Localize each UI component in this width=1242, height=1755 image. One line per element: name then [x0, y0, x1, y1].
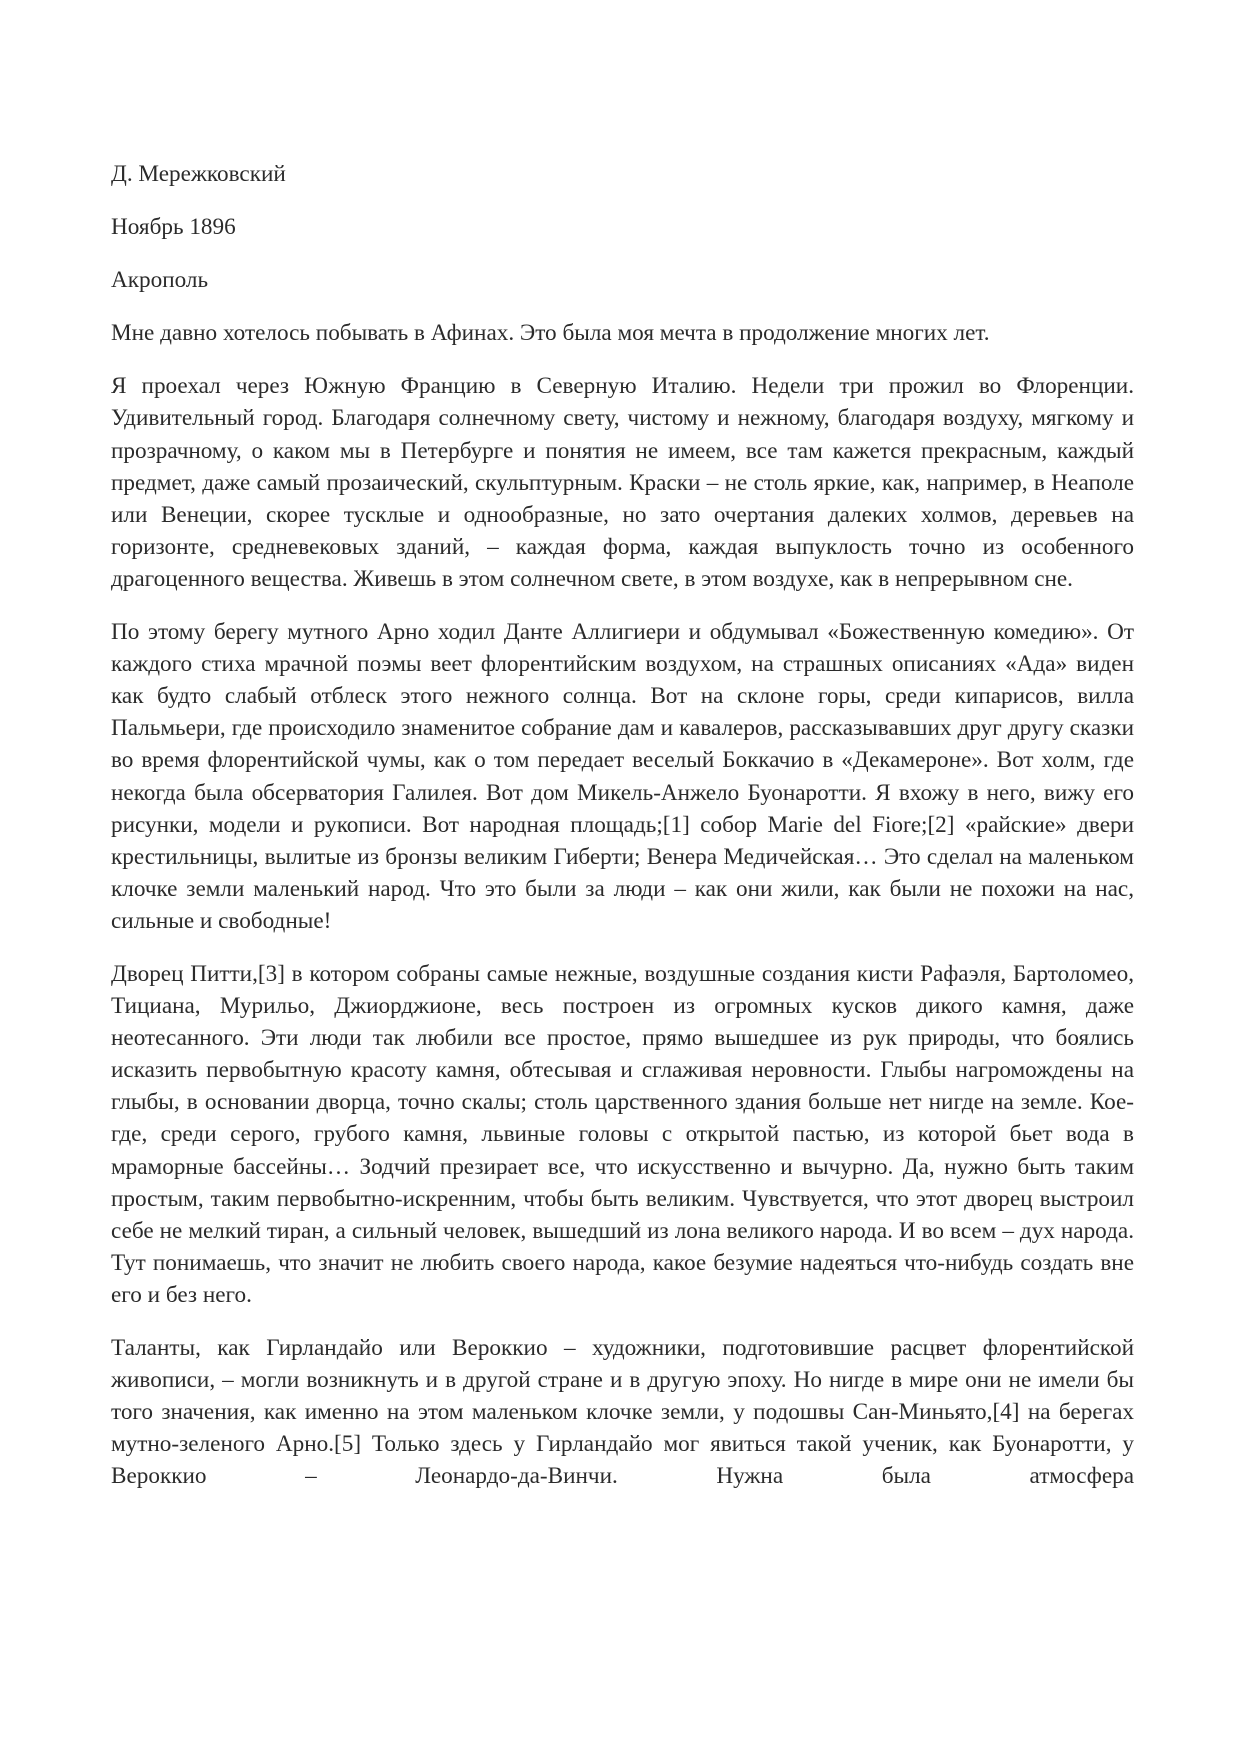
paragraph: Дворец Питти,[3] в котором собраны самые нежные, воздушные создания кисти Рафаэля, Бартоломео, Тициана, Мурильо, Джиорджионе, весь построен из огромных кусков дикого камня, даже неотесанного. Эти люди так любили все простое, прямо вышедшее из рук природы, что боялись исказить первобытную красоту камня, обтесывая и сглаживая неровности. Глыбы нагромождены на глыбы, в основании дворца, точно скалы; столь царственного здания больше нет нигде на земле. Кое-где, среди серого, грубого камня, львиные головы с открытой пастью, из которой бьет вода в мраморные бассейны… Зодчий презирает все, что искусственно и вычурно. Да, нужно быть таким простым, таким первобытно-искренним, чтобы быть великим. Чувствуется, что этот дворец выстроил себе не мелкий тиран, а сильный человек, вышедший из лона великого народа. И во всем – дух народа. Тут понимаешь, что значит не любить своего народа, какое безумие надеяться что-нибудь создать вне его и без него.	[111, 960, 1134, 1308]
paragraph: Таланты, как Гирландайо или Вероккио – художники, подготовившие расцвет флорентийской живописи, – могли возникнуть и в другой стране и в другую эпоху. Но нигде в мире они не имели бы того значения, как именно на этом маленьком клочке земли, у подошвы Сан-Миньято,[4] на берегах мутно-зеленого Арно.[5] Только здесь у Гирландайо мог явиться такой ученик, как Буонаротти, у Вероккио – Леонардо-да-Винчи. Нужна была атмосфера	[111, 1335, 1134, 1490]
paragraph: По этому берегу мутного Арно ходил Данте Аллигиери и обдумывал «Божественную комедию». От каждого стиха мрачной поэмы веет флорентийским воздухом, на страшных описаниях «Ада» виден как будто слабый отблеск этого нежного солнца. Вот на склоне горы, среди кипарисов, вилла Пальмьери, где происходило знаменитое собрание дам и кавалеров, рассказывавших друг другу сказки во время флорентийской чумы, как о том передает веселый Боккачио в «Декамероне». Вот холм, где некогда была обсерватория Галилея. Вот дом Микель-Анжело Буонаротти. Я вхожу в него, вижу его рисунки, модели и рукописи. Вот народная площадь;[1] собор Marie del Fiore;[2] «райские» двери крестильницы, вылитые из бронзы великим Гиберти; Венера Медичейская… Это сделал на маленьком клочке земли маленький народ. Что это были за люди – как они жили, как были не похожи на нас, сильные и свободные!	[111, 619, 1134, 934]
section-title: Акрополь	[111, 267, 209, 294]
document-body	[111, 158, 1134, 1513]
date-line: Ноябрь 1896	[111, 214, 236, 241]
paragraph: Я проехал через Южную Францию в Северную Италию. Недели три прожил во Флоренции. Удивительный город. Благодаря солнечному свету, чистому и нежному, благодаря воздуху, мягкому и прозрачному, о каком мы в Петербурге и понятия не имеем, все там кажется прекрасным, каждый предмет, даже самый прозаический, скульптурным. Краски – не столь яркие, как, например, в Неаполе или Венеции, скорее тусклые и однообразные, но зато очертания далеких холмов, деревьев на горизонте, средневековых зданий, – каждая форма, каждая выпуклость точно из особенного драгоценного вещества. Живешь в этом солнечном свете, в этом воздухе, как в непрерывном сне.	[111, 373, 1134, 592]
paragraph: Мне давно хотелось побывать в Афинах. Это была моя мечта в продолжение многих лет.	[111, 320, 990, 347]
author-line: Д. Мережковский	[111, 161, 286, 187]
